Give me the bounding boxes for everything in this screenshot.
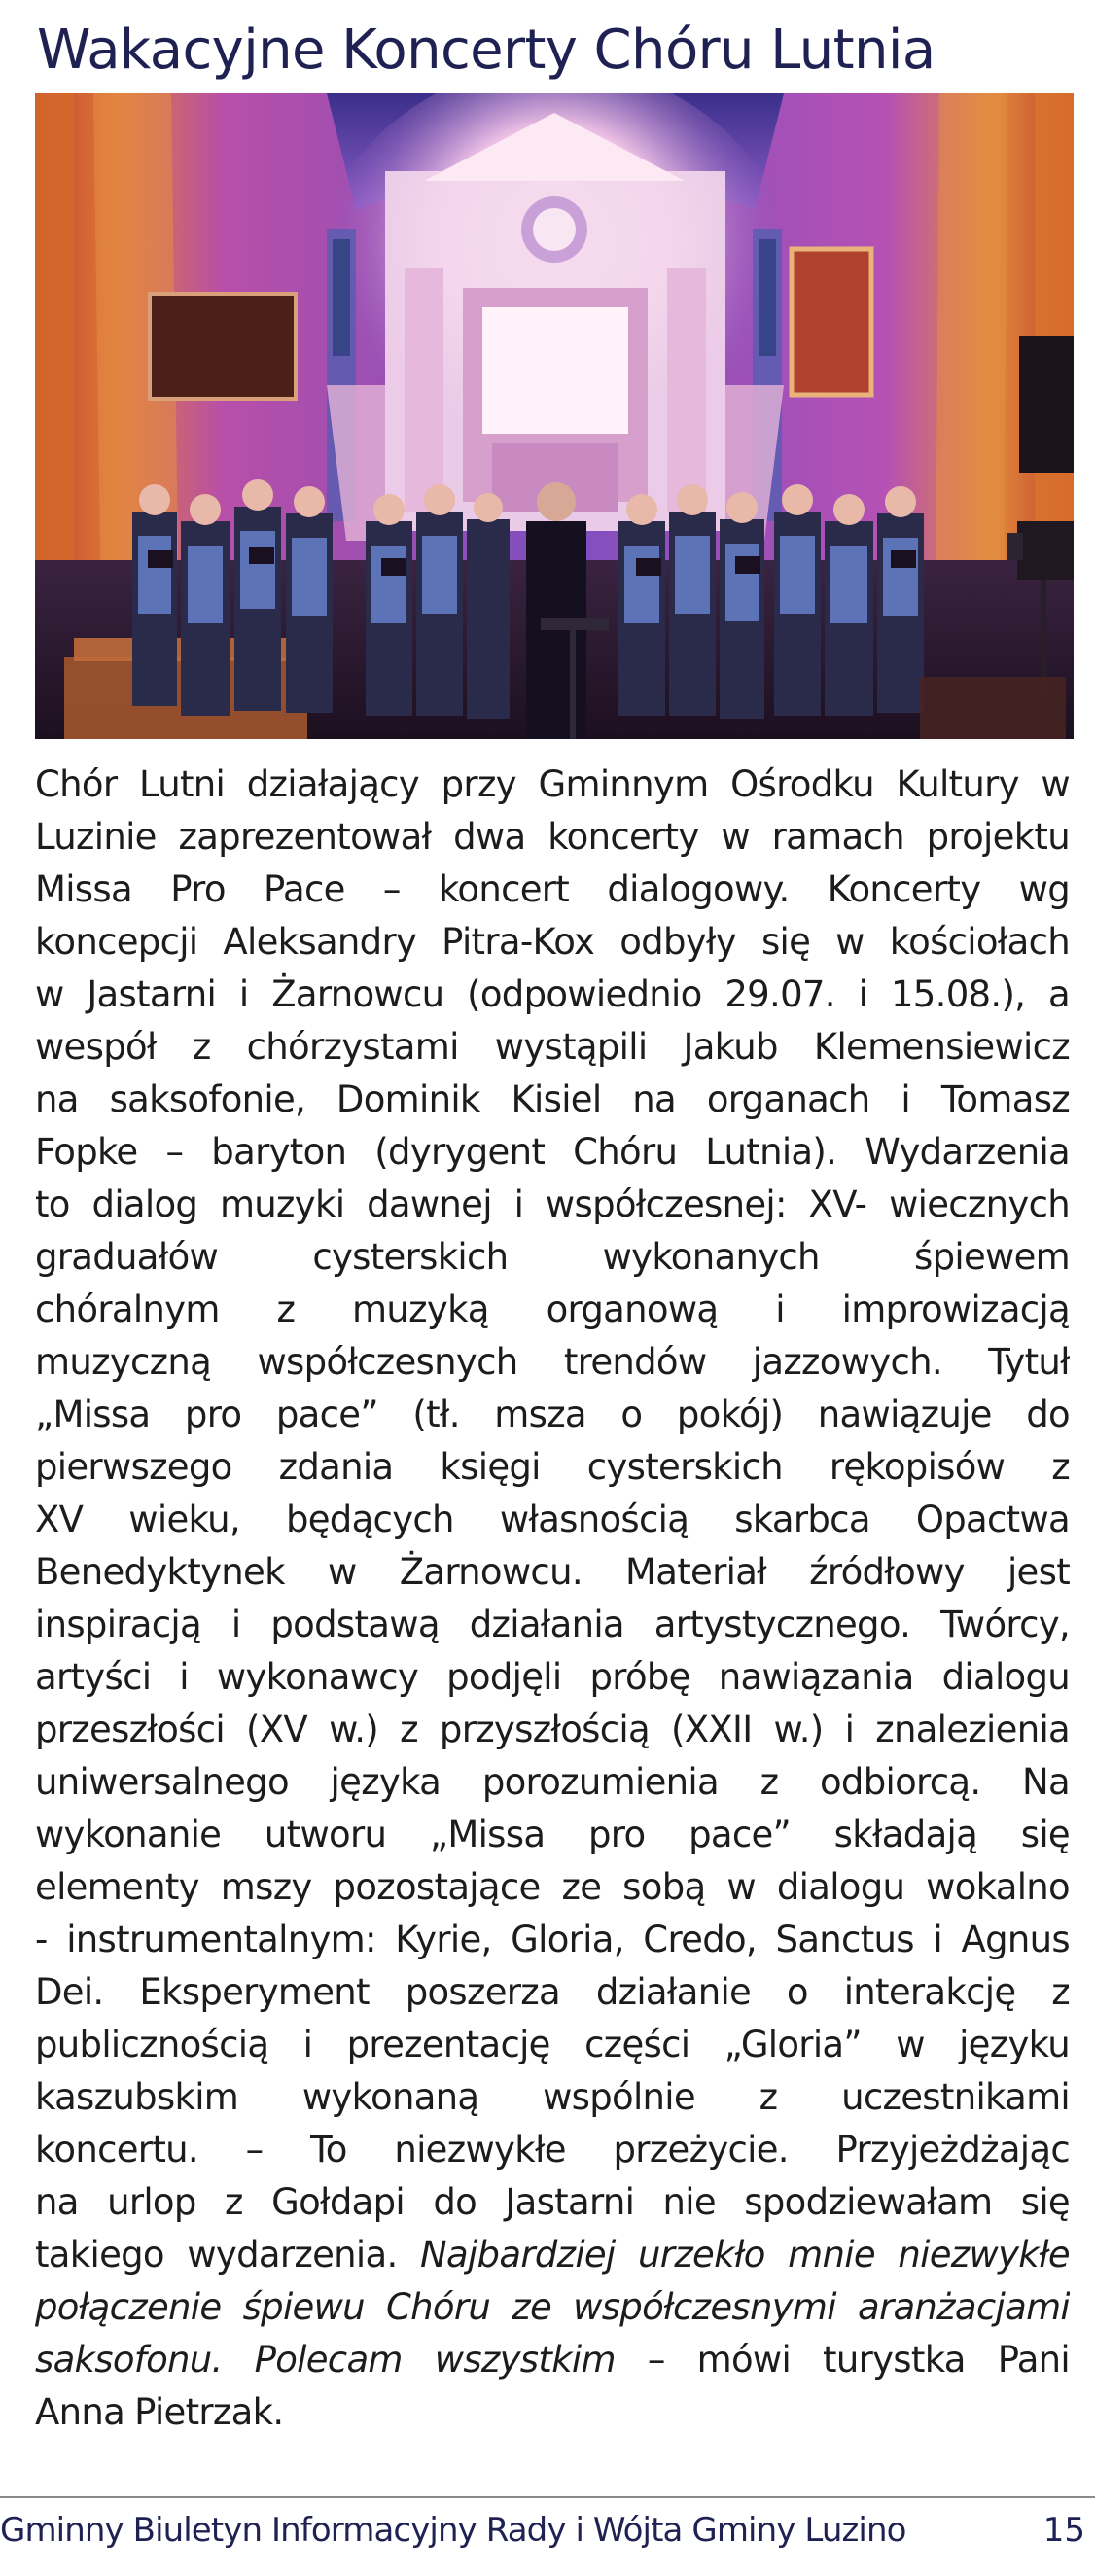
article-line: artyści i wykonawcy podjęli próbę nawiązania dialogu — [35, 1656, 1070, 1698]
quote-text: saksofonu. Polecam wszystkim — [35, 2339, 616, 2381]
wall-screen — [150, 294, 296, 399]
publication-name: Gminny Biuletyn Informacyjny Rady i Wójta Gminy Luzino — [0, 2511, 906, 2550]
article-line: Anna Pietrzak. — [35, 2391, 284, 2433]
article-line: wespół z chórzystami wystąpili Jakub Klemensiewicz — [35, 1026, 1070, 1068]
article-line: Missa Pro Pace – koncert dialogowy. Koncerty wg — [35, 868, 1070, 910]
choir-concert-photo — [35, 93, 1074, 739]
article-line: inspiracją i podstawą działania artystycznego. Twórcy, — [35, 1604, 1070, 1645]
article-line: publicznością i prezentację części „Gloria” w języku — [35, 2024, 1070, 2065]
article-line: Fopke – baryton (dyrygent Chóru Lutnia). Wydarzenia — [35, 1131, 1070, 1173]
article-line: - instrumentalnym: Kyrie, Gloria, Credo, Sanctus i Agnus — [35, 1919, 1070, 1960]
altar — [327, 113, 784, 541]
article-line: koncepcji Aleksandry Pitra-Kox odbyły się w kościołach — [35, 921, 1070, 963]
article-body — [35, 759, 1070, 2439]
quote-text: Najbardziej urzekło mnie niezwykłe — [420, 2234, 1070, 2276]
article-line: w Jastarni i Żarnowcu (odpowiednio 29.07. i 15.08.), a — [35, 973, 1070, 1015]
article-line: na urlop z Gołdapi do Jastarni nie spodziewałam się — [35, 2181, 1070, 2223]
article-line: uniwersalnego języka porozumienia z odbiorcą. Na — [35, 1761, 1070, 1803]
article-line — [35, 2334, 1070, 2386]
article-line: Luzinie zaprezentował dwa koncerty w ramach projektu — [35, 816, 1070, 858]
article-line: „Missa pro pace” (tł. msza o pokój) nawiązuje do — [35, 1394, 1070, 1435]
article-text: – mówi turystka Pani — [615, 2339, 1070, 2381]
article-line: Chór Lutni działający przy Gminnym Ośrodku Kultury w — [35, 763, 1070, 805]
article-line — [35, 2281, 1070, 2334]
article-line: wykonanie utworu „Missa pro pace” składają się — [35, 1814, 1070, 1855]
speaker — [1019, 336, 1074, 473]
painting — [792, 249, 871, 395]
church-interior-image — [35, 93, 1074, 739]
article-line: graduałów cysterskich wykonanych śpiewem — [35, 1236, 1070, 1278]
article-line: na saksofonie, Dominik Kisiel na organach i Tomasz — [35, 1078, 1070, 1120]
article-line: kaszubskim wykonaną wspólnie z uczestnikami — [35, 2076, 1070, 2118]
article-line: elementy mszy pozostające ze sobą w dialogu wokalno — [35, 1866, 1070, 1908]
article-line: muzyczną współczesnych trendów jazzowych. Tytuł — [35, 1341, 1070, 1383]
article-line: Dei. Eksperyment poszerza działanie o interakcję z — [35, 1971, 1070, 2013]
article-line: pierwszego zdania księgi cysterskich rękopisów z — [35, 1446, 1070, 1488]
article-line: koncertu. – To niezwykłe przeżycie. Przyjeżdżając — [35, 2129, 1070, 2170]
page-number: 15 — [1042, 2511, 1085, 2550]
article-line: przeszłości (XV w.) z przyszłością (XXII w.) i znalezienia — [35, 1709, 1070, 1750]
article-line: chóralnym z muzyką organową i improwizacją — [35, 1288, 1070, 1330]
article-line: to dialog muzyki dawnej i współczesnej: XV- wiecznych — [35, 1183, 1070, 1225]
article-line: Benedyktynek w Żarnowcu. Materiał źródłowy jest — [35, 1551, 1070, 1593]
article-title: Wakacyjne Koncerty Chóru Lutnia — [37, 18, 936, 82]
footer-divider — [0, 2496, 1095, 2498]
quote-text: połączenie śpiewu Chóru ze współczesnymi aranżacjami — [35, 2286, 1070, 2328]
article-line: XV wieku, będących własnością skarbca Opactwa — [35, 1499, 1070, 1540]
article-line — [35, 2229, 1070, 2281]
article-text: takiego wydarzenia. — [35, 2234, 421, 2276]
